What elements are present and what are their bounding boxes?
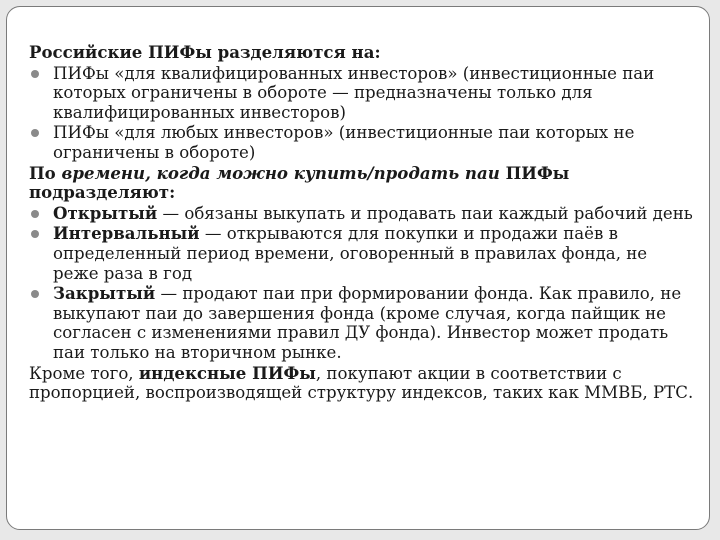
bullet-icon [31,230,39,238]
closing-paragraph [29,364,697,403]
fund-type-name: Открытый [53,202,158,223]
investor-type-qualified: ПИФы «для квалифицированных инвесторов» (инвестиционные паи которых ограничены в обороте — предназначены только для квалифицированных инвесторов) [53,63,655,122]
list-item [29,224,697,283]
time-heading-middle: ПИФы [499,162,570,183]
time-heading-italic: времени, когда можно купить/продать паи [61,162,500,183]
investor-type-any: ПИФы «для любых инвесторов» (инвестиционные паи которых не ограничены в обороте) [53,123,635,162]
bullet-icon [31,210,39,218]
list-item [29,204,697,224]
closing-prefix: Кроме того, [29,363,139,383]
list-item [29,123,697,162]
fund-type-desc: — обязаны выкупать и продавать паи каждый рабочий день [157,203,693,223]
fund-type-name: Интервальный [53,223,200,244]
closing-bold: индексные ПИФы [138,362,316,383]
closing-suffix: , покупают акции в соответствии с пропорцией, воспроизводящей структуру индексов, таких как ММВБ, РТС. [29,363,694,403]
list-item [29,64,697,123]
bullet-icon [31,129,39,137]
intro-heading: Российские ПИФы разделяются на: [29,42,381,62]
time-heading-prefix: По [29,162,62,183]
fund-type-name: Закрытый [53,283,156,304]
time-heading [29,164,697,203]
fund-type-desc: — открываются для покупки и продажи паёв в определенный период времени, оговоренный в правилах фонда, не реже раза в год [53,224,648,283]
slide [6,6,710,530]
bullet-icon [31,290,39,298]
fund-type-desc: — продают паи при формировании фонда. Как правило, не выкупают паи до завершения фонда (кроме случая, когда пайщик не согласен с изменениями правил ДУ фонда). Инвестор может продать паи только на вторичном рынке. [53,284,682,362]
slide-content [29,43,697,404]
list-item [29,284,697,362]
time-heading-suffix: подразделяют: [29,182,176,203]
bullet-icon [31,70,39,78]
